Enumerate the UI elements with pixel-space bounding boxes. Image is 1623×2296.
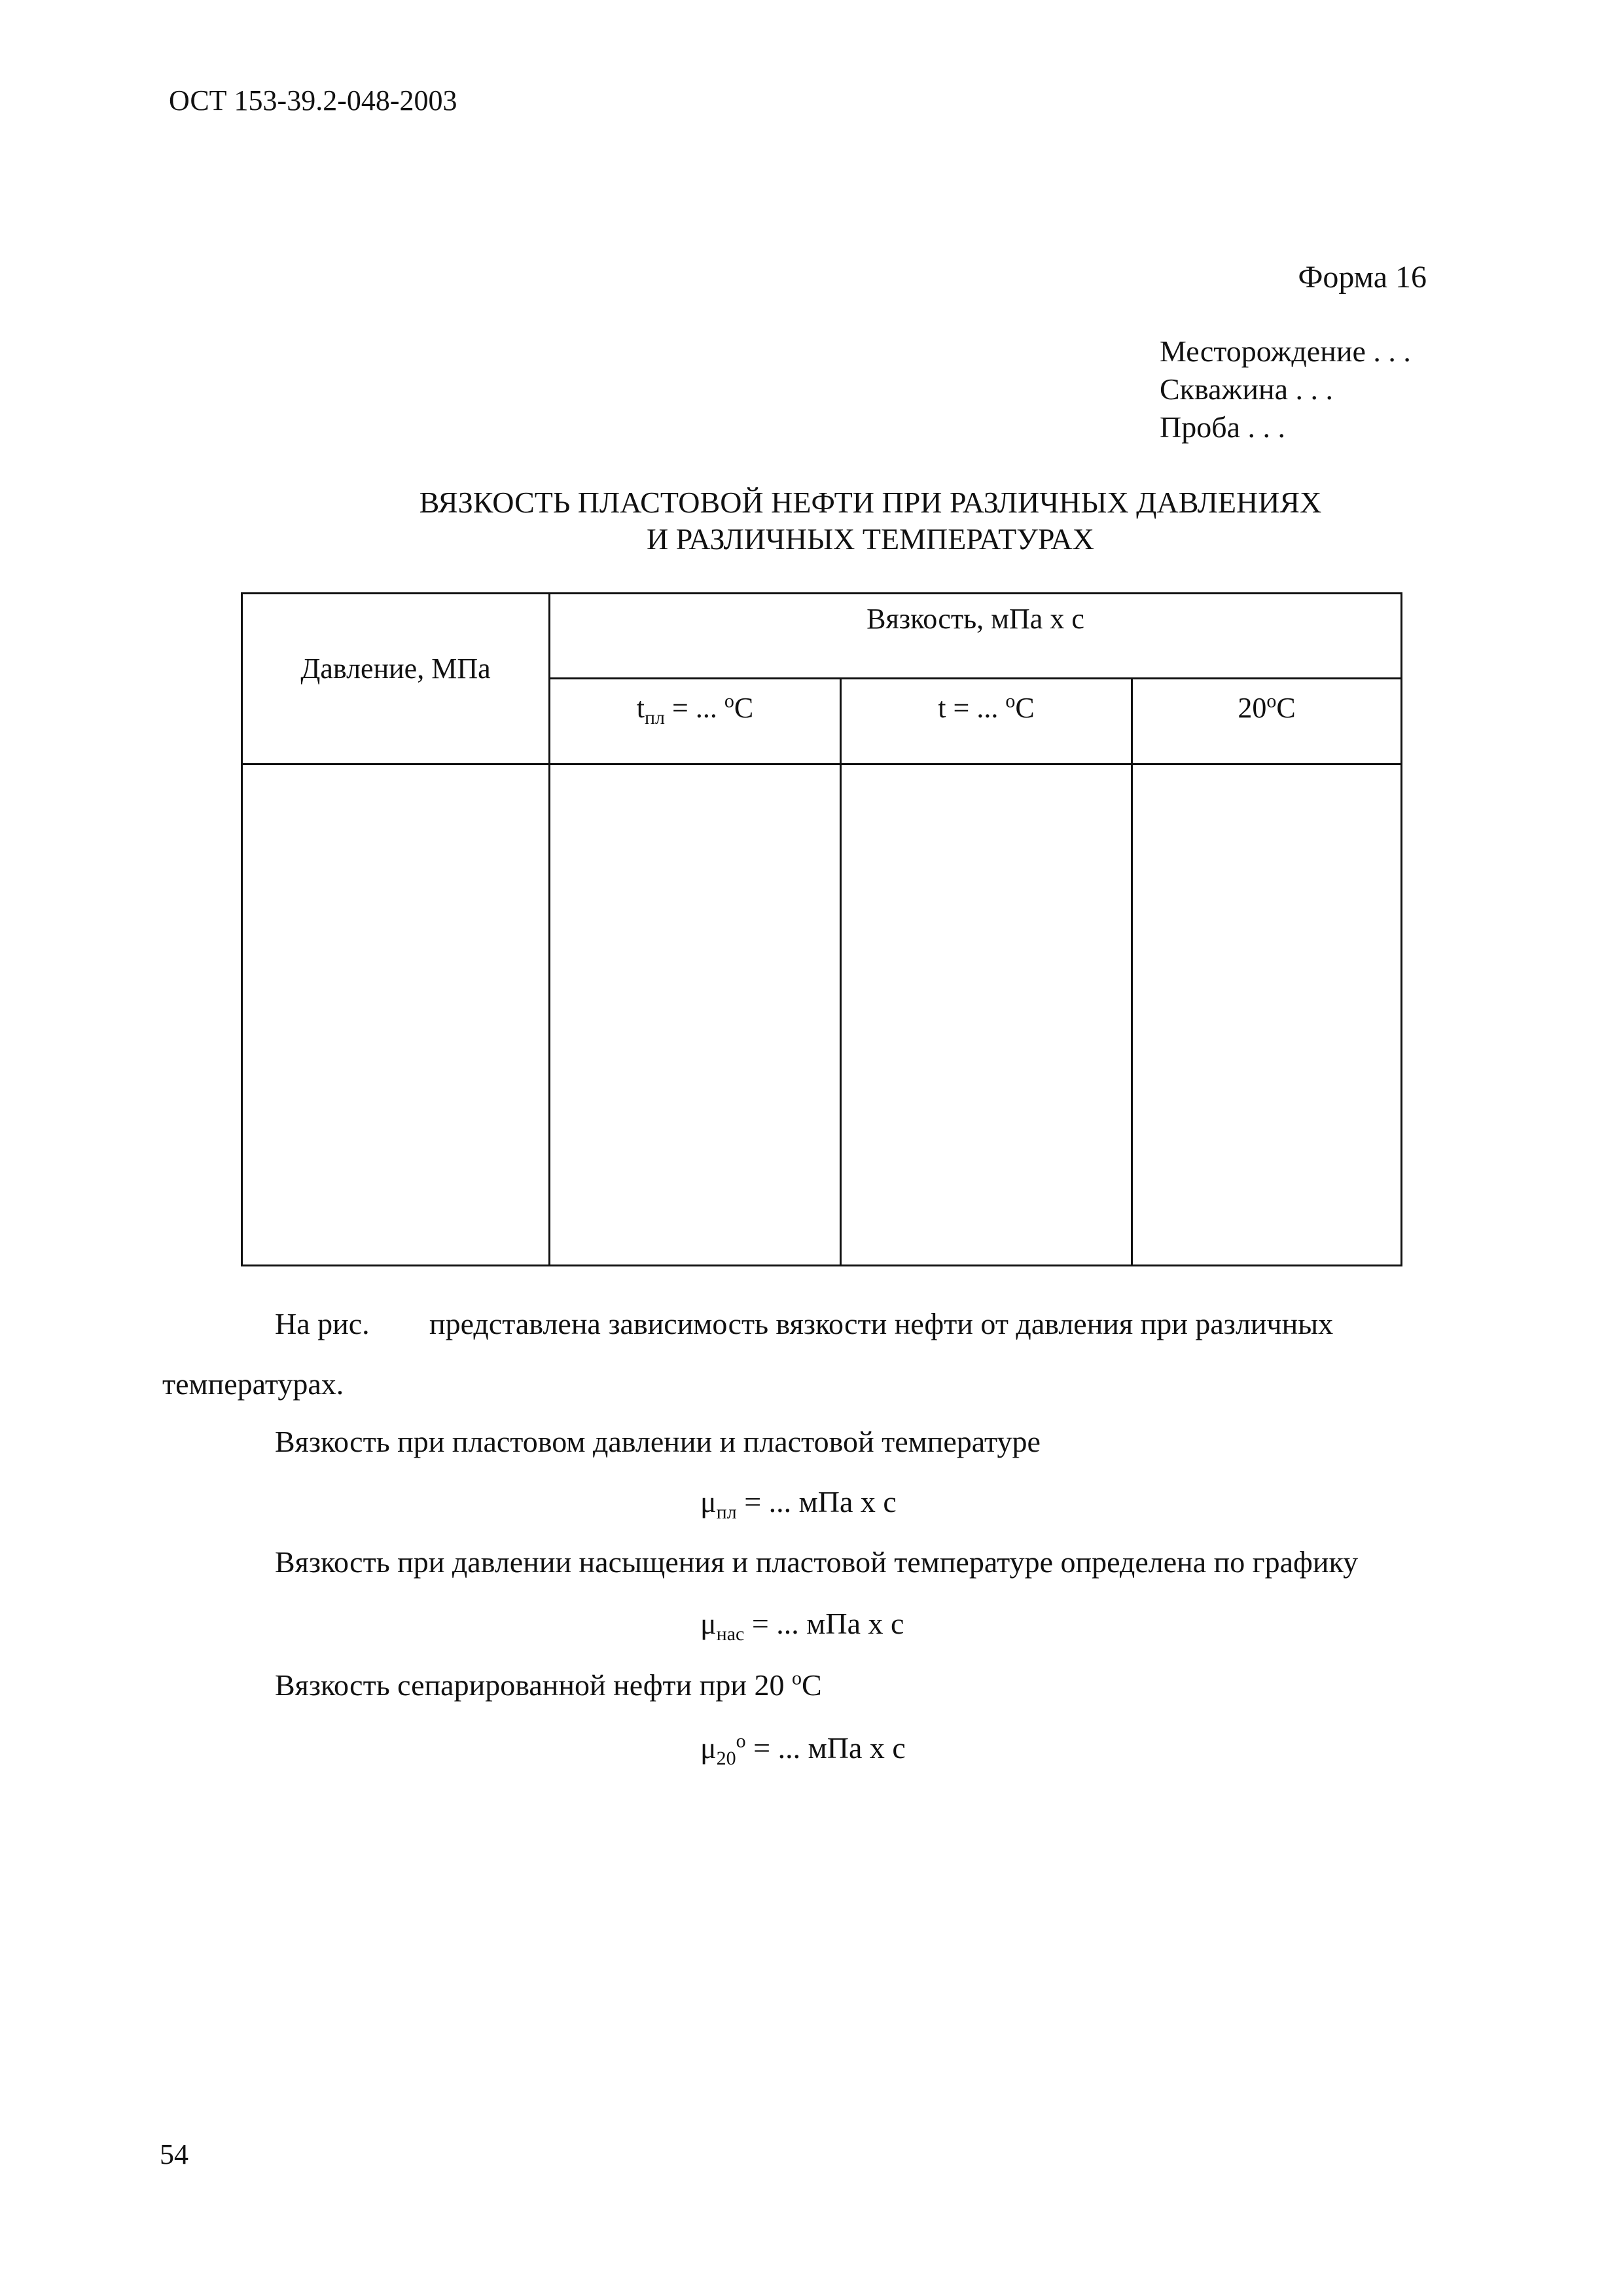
viscosity-header: Вязкость, мПа х с (550, 594, 1402, 679)
formula-mu-reservoir: $\mu_{пл}$ = ... мПа х с (700, 1485, 897, 1524)
title-line-2: И РАЗЛИЧНЫХ ТЕМПЕРАТУРАХ (647, 522, 1094, 556)
standard-code: ОСТ 153-39.2-048-2003 (169, 84, 457, 117)
paragraph-reservoir-viscosity: Вязкость при пластовом давлении и пластовой температуре (275, 1425, 1041, 1458)
paragraph-saturation-viscosity: Вязкость при давлении насыщения и пластовой температуре определена по графику (275, 1545, 1359, 1579)
table-cell-reservoir-temp (550, 764, 841, 1266)
meta-field-well: Скважина . . . (1160, 372, 1333, 406)
table-cell-pressure (242, 764, 550, 1266)
col-header-temp: t = ... $^о$C (841, 679, 1132, 764)
table-cell-temp (841, 764, 1132, 1266)
title-line-1: ВЯЗКОСТЬ ПЛАСТОВОЙ НЕФТИ ПРИ РАЗЛИЧНЫХ ДАВЛЕНИЯХ (419, 486, 1322, 519)
col-header-reservoir-temp: $t_{пл}$ = ... $^о$C (550, 679, 841, 764)
paragraph-separated-oil-viscosity: Вязкость сепарированной нефти при 20 $^о$C (275, 1667, 822, 1702)
viscosity-table (241, 592, 1402, 1266)
table-cell-20c (1132, 764, 1402, 1266)
paragraph-figure-ref-start: На рис. (275, 1307, 370, 1340)
pressure-header: Давление, МПа (242, 594, 550, 764)
col-header-20c: $20^оC$ (1132, 679, 1402, 764)
paragraph-figure-ref-end: температурах. (162, 1367, 344, 1401)
meta-field-deposit: Месторождение . . . (1160, 334, 1411, 368)
paragraph-figure-ref-text: представлена зависимость вязкости нефти от давления при различных (429, 1307, 1334, 1340)
document-title (0, 484, 1623, 558)
formula-mu-20: $\mu_{20}^о$ = ... мПа х с (700, 1730, 906, 1770)
formula-mu-saturation: $\mu_{нас}$ = ... мПа х с (700, 1607, 904, 1645)
meta-field-sample: Проба . . . (1160, 410, 1286, 444)
form-label: Форма 16 (1298, 260, 1427, 295)
page-number: 54 (160, 2138, 188, 2170)
